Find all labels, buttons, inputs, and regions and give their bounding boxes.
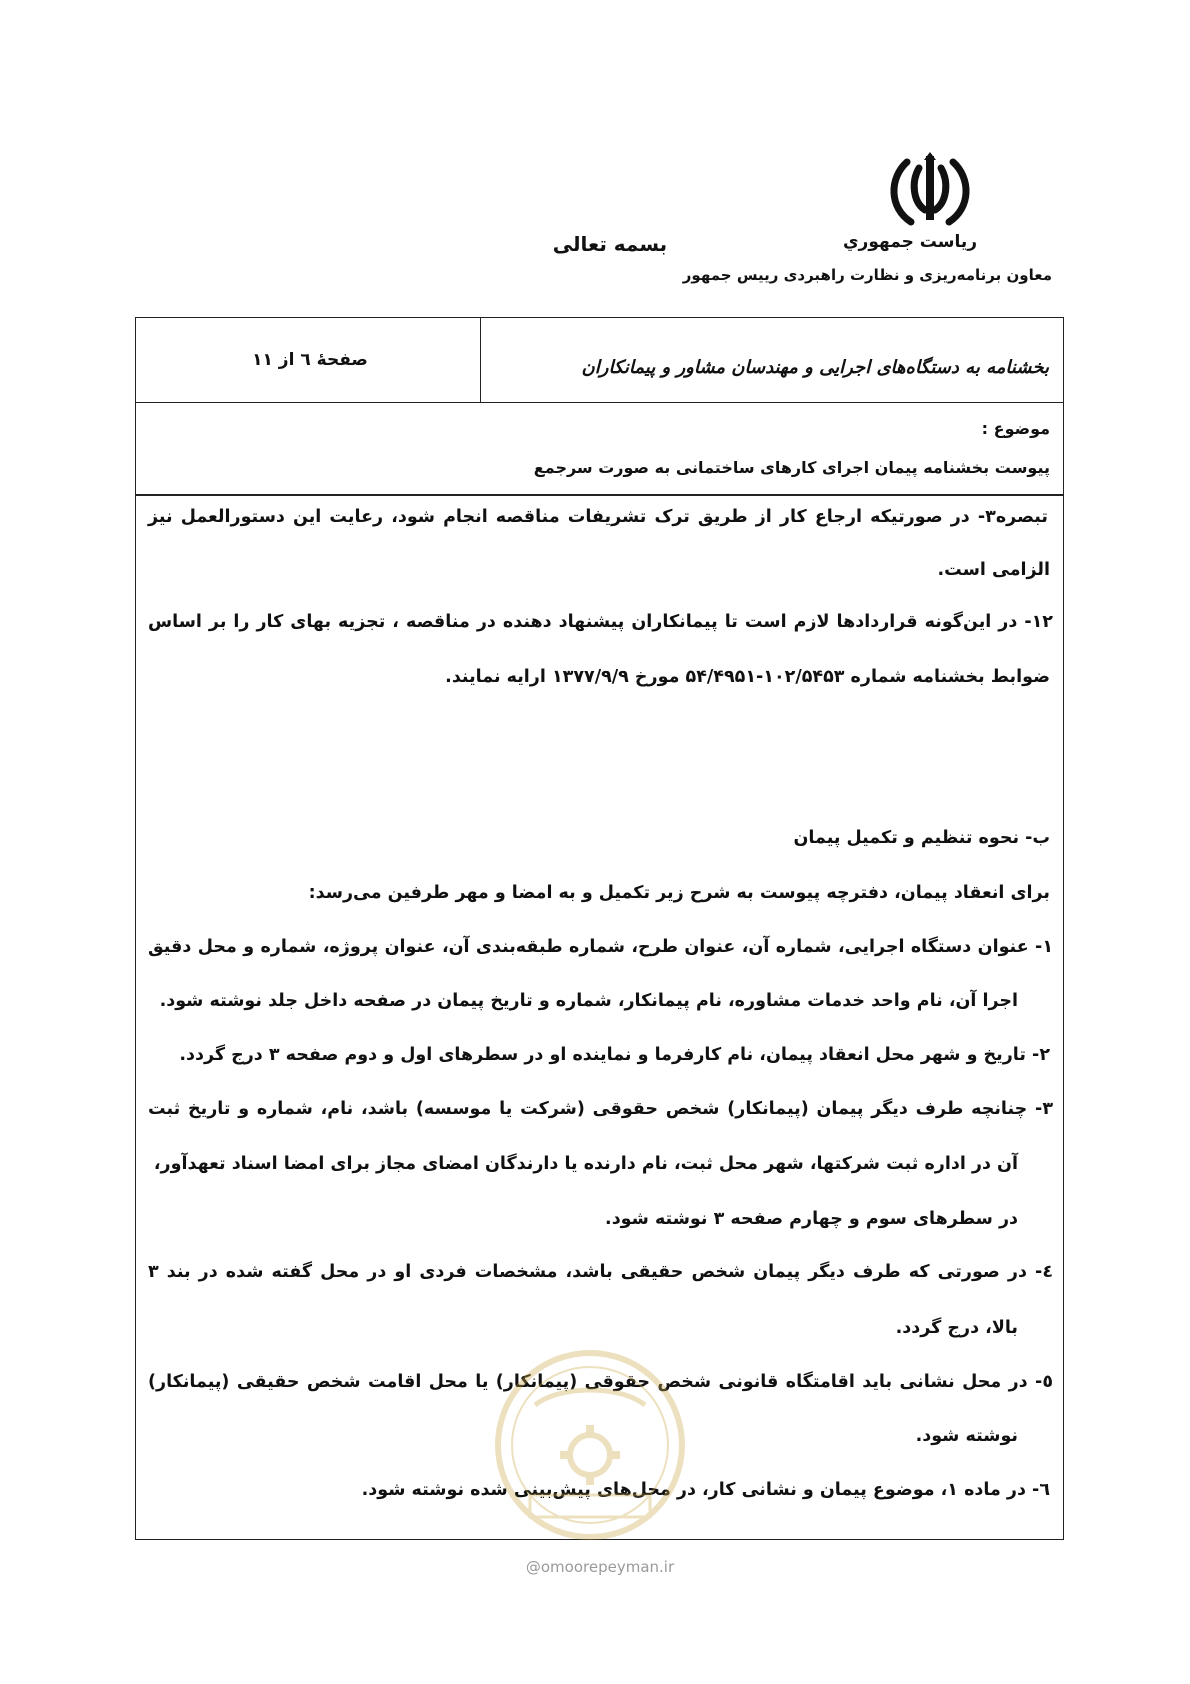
watermark-site: @omoorepeyman.ir <box>525 1558 675 1576</box>
b5-line2: نوشته شود. <box>915 1426 1018 1446</box>
b3-line1: ۳- چنانچه طرف دیگر پیمان (پیمانکار) شخص حقوقی (شرکت یا موسسه) باشد، نام، شماره و تاریخ ثبت <box>148 1099 1053 1119</box>
circular-title: بخشنامه به دستگاه‌های اجرایی و مهندسان مشاور و پیمانکاران <box>581 357 1049 378</box>
b3-line2: آن در اداره ثبت شرکتها، شهر محل ثبت، نام دارنده یا دارندگان امضای مجاز برای امضا اسناد تعهدآور، <box>153 1154 1018 1174</box>
b2-line1: ۲- تاریخ و شهر محل انعقاد پیمان، نام کارفرما و نماینده او در سطرهای اول و دوم صفحه ۳ درج گردد. <box>179 1045 1050 1065</box>
b1-line1: ۱- عنوان دستگاه اجرایی، شماره آن، عنوان طرح، شماره طبقه‌بندی آن، عنوان پروژه، شماره و محل دقیق <box>148 937 1053 957</box>
basmala-heading: بسمه تعالی <box>552 232 668 256</box>
section-b-intro: برای انعقاد پیمان، دفترچه پیوست به شرح زیر تکمیل و به امضا و مهر طرفین می‌رسد: <box>308 883 1050 903</box>
b3-line3: در سطرهای سوم و چهارم صفحه ۳ نوشته شود. <box>605 1209 1018 1229</box>
subject-label: موضوع : <box>981 419 1050 438</box>
section-b-title: ب- نحوه تنظیم و تکمیل پیمان <box>793 828 1050 848</box>
b1-line2: اجرا آن، نام واحد خدمات مشاوره، نام پیمانکار، شماره و تاریخ پیمان در صفحه داخل جلد نوشته شود. <box>159 991 1018 1011</box>
header-divider <box>480 317 481 403</box>
b4-line1: ٤- در صورتی که طرف دیگر پیمان شخص حقیقی باشد، مشخصات فردی او در محل گفته شده در بند ۳ <box>148 1262 1053 1282</box>
note3-line2: الزامی است. <box>937 560 1050 580</box>
item12-line1: ۱۲- در این‌گونه قراردادها لازم است تا پیمانکاران پیشنهاد دهنده در مناقصه ، تجزیه بهای کار را بر اساس <box>148 612 1053 632</box>
b4-line2: بالا، درج گردد. <box>895 1318 1018 1338</box>
presidency-title: رياست جمهوري <box>842 232 978 252</box>
note3-line1: تبصره۳- در صورتیکه ارجاع کار از طریق ترک تشریفات مناقصه انجام شود، رعایت این دستورالعمل نیز <box>148 507 1048 527</box>
watermark-seal-icon <box>490 1345 690 1545</box>
b5-line1: ٥- در محل نشانی باید اقامتگاه قانونی شخص حقوقی (پیمانکار) یا محل اقامت شخص حقیقی (پیمانکار) <box>148 1372 1053 1392</box>
iran-emblem-icon <box>885 150 975 230</box>
page-number: صفحهٔ ٦ از ١١ <box>252 350 368 370</box>
subject-box <box>135 403 1064 495</box>
subject-text: پیوست بخشنامه پیمان اجرای کارهای ساختمانی به صورت سرجمع <box>533 458 1050 477</box>
b6-line1: ٦- در ماده ۱، موضوع پیمان و نشانی کار، در محل‌های پیش‌بینی شده نوشته شود. <box>361 1480 1050 1500</box>
item12-line2: ضوابط بخشنامه شماره ۱۰۲/۵۴۵۳-۵۴/۴۹۵۱ مورخ ۱۳۷۷/۹/۹ ارایه نمایند. <box>445 667 1050 687</box>
deputy-title: معاون برنامه‌ریزی و نظارت راهبردی رییس جمهور <box>682 266 1052 284</box>
